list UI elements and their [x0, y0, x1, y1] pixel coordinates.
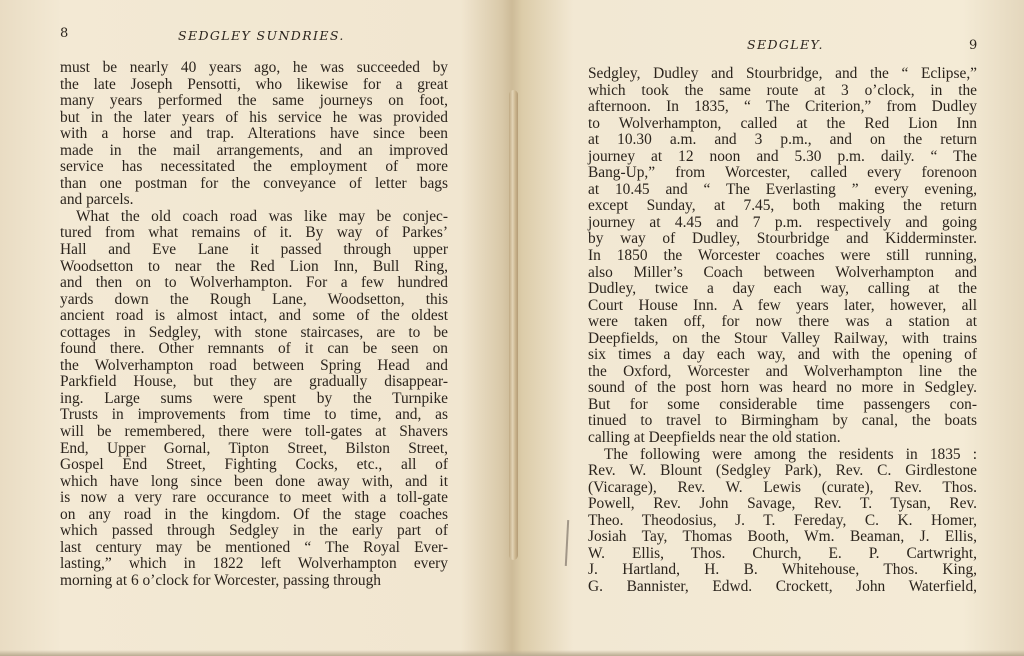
text-line: which passed through Sedgley in the early part of [60, 522, 448, 540]
text-line: cottages in Sedgley, with stone staircases, are to be [60, 323, 448, 341]
text-line: G. Bannister, Edwd. Crockett, John Waterfield, [588, 577, 977, 595]
text-line: at 10.30 a.m. and 3 p.m., and on the return [588, 131, 977, 149]
text-line: many years performed the same journeys on foot, [60, 92, 448, 110]
text-line: ancient road is almost intact, and some of the oldest [60, 307, 448, 325]
text-line: (Vicarage), Rev. W. Lewis (curate), Rev. Thos. [588, 478, 977, 496]
text-line: than one postman for the conveyance of letter bags [60, 174, 448, 192]
body-text [60, 60, 448, 590]
text-line: made in the mail arrangements, and an improved [60, 141, 448, 159]
text-line: Josiah Tay, Thomas Booth, Wm. Beaman, J. Ellis, [588, 528, 977, 546]
text-line: Trusts in improvements from time to time, and, as [60, 406, 448, 424]
running-head: SEDGLEY. [747, 37, 824, 52]
text-line: Bang-Up,” from Worcester, called every forenoon [588, 164, 977, 182]
text-line: J. Hartland, H. B. Whitehouse, Thos. King, [588, 561, 977, 579]
text-line: the Wolverhampton road between Spring Head and [60, 356, 448, 374]
text-line: journey at 4.45 and 7 p.m. respectively and going [588, 213, 977, 231]
text-line: were taken off, for now there was a station at [588, 313, 977, 331]
right-page [520, 0, 1024, 656]
page-number: 8 [60, 26, 69, 41]
book-spine [509, 90, 518, 560]
text-line: the Oxford, Worcester and Wolverhampton line the [588, 362, 977, 380]
text-line: calling at Deepfields near the old station. [588, 429, 841, 447]
page-number: 9 [969, 38, 978, 53]
left-page [0, 0, 500, 656]
text-line: tured from what remains of it. By way of Parkes’ [60, 224, 448, 242]
text-line: and then on to Wolverhampton. For a few hundred [60, 274, 448, 292]
text-line: found there. Other remnants of it can be seen on [60, 340, 448, 358]
text-line: with a horse and trap. Alterations have since been [60, 125, 448, 143]
text-line: ing. Large sums were spent by the Turnpike [60, 389, 448, 407]
text-line: Deepfields, on the Stour Valley Railway, with trains [588, 329, 977, 347]
text-line: Parkfield House, but they are gradually disappear- [60, 373, 448, 391]
text-line: journey at 12 noon and 5.30 p.m. daily. “ The [588, 147, 977, 165]
text-line: Gospel End Street, Fighting Cocks, etc., all of [60, 456, 448, 474]
text-line: tinued to travel to Birmingham by canal, the boats [588, 412, 977, 430]
text-line: Rev. W. Blount (Sedgley Park), Rev. C. Girdlestone [588, 462, 977, 480]
text-line: yards down the Rough Lane, Woodsetton, this [60, 290, 448, 308]
text-line: and parcels. [60, 191, 134, 209]
text-line: Theo. Theodosius, J. T. Fereday, C. K. Homer, [588, 511, 977, 529]
text-line: also Miller’s Coach between Wolverhampton and [588, 263, 977, 281]
text-line: is now a very rare occurance to meet with a toll-gate [60, 489, 448, 507]
text-line: except Sunday, at 7.45, both making the return [588, 197, 977, 215]
text-line: six times a day each way, and with the opening of [588, 346, 977, 364]
text-line: will be remembered, there were toll-gates at Shavers [60, 423, 448, 441]
text-line: End, Upper Gornal, Tipton Street, Bilston Street, [60, 439, 448, 457]
text-line: afternoon. In 1835, “ The Criterion,” from Dudley [588, 98, 977, 116]
text-line: Woodsetton to near the Red Lion Inn, Bull Ring, [60, 257, 448, 275]
text-line: Powell, Rev. John Savage, Rev. T. Tysan, Rev. [588, 495, 977, 513]
text-line: on any road in the kingdom. Of the stage coaches [60, 505, 448, 523]
text-line: by way of Dudley, Stourbridge and Kidderminster. [588, 230, 977, 248]
text-line: the late Joseph Pensotti, who likewise for a great [60, 75, 448, 93]
text-line: But for some considerable time passengers con- [588, 395, 977, 413]
body-text [588, 66, 977, 596]
text-line: What the old coach road was like may be conjec- [76, 207, 448, 225]
text-line: to Wolverhampton, called at the Red Lion Inn [588, 114, 977, 132]
text-line: lasting,” which in 1822 left Wolverhampton every [60, 555, 448, 573]
text-line: In 1850 the Worcester coaches were still running, [588, 247, 977, 265]
text-line: Sedgley, Dudley and Stourbridge, and the “ Eclipse,” [588, 65, 977, 82]
text-line: morning at 6 o’clock for Worcester, passing through [60, 571, 381, 589]
text-line: The following were among the residents in 1835 : [604, 445, 977, 463]
text-line: which have long since been done away with, and it [60, 472, 448, 490]
text-line: service has necessitated the employment of more [60, 158, 448, 176]
text-line: Hall and Eve Lane it passed through upper [60, 241, 448, 259]
text-line: which took the same route at 3 o’clock, in the [588, 81, 977, 99]
text-line: Dudley, twice a day each way, calling at the [588, 280, 977, 298]
page-edge-shadow [0, 650, 1024, 656]
text-line: sound of the post horn was heard no more in Sedgley. [588, 379, 977, 397]
text-line: but in the later years of his service he was provided [60, 108, 448, 126]
text-line: W. Ellis, Thos. Church, E. P. Cartwright, [588, 544, 977, 562]
text-line: Court House Inn. A few years later, however, all [588, 296, 977, 314]
text-line: must be nearly 40 years ago, he was succeeded by [60, 59, 448, 76]
running-head: SEDGLEY SUNDRIES. [178, 28, 345, 43]
text-line: last century may be mentioned “ The Royal Ever- [60, 538, 448, 556]
text-line: at 10.45 and “ The Everlasting ” every evening, [588, 180, 977, 198]
